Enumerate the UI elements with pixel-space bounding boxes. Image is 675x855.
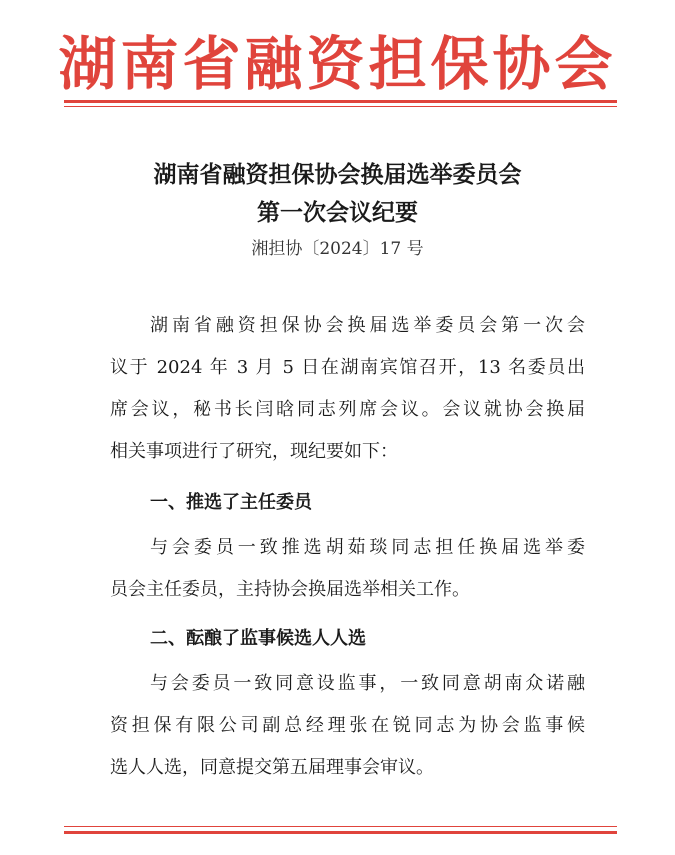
document-title-line-1: 湖南省融资担保协会换届选举委员会 — [153, 161, 522, 188]
org-letterhead-title: 湖南省融资担保协会 — [58, 30, 617, 98]
section-1-line-1: 与会委员一致推选胡茹琰同志担任换届选举委 — [150, 537, 585, 558]
footer-rule-thick — [64, 831, 617, 834]
intro-line-4: 相关事项进行了研究，现纪要如下： — [110, 441, 398, 462]
document-title-line-2: 第一次会议纪要 — [257, 199, 418, 226]
section-2-heading: 二、酝酿了监事候选人人选 — [150, 628, 366, 649]
intro-line-3: 席会议，秘书长闫晗同志列席会议。会议就协会换届 — [110, 399, 585, 420]
document-number: 湘担协〔2024〕17 号 — [251, 239, 424, 259]
section-2-line-3: 选人人选，同意提交第五届理事会审议。 — [110, 757, 434, 778]
footer-rule-thin — [64, 826, 617, 827]
section-2-line-2: 资担保有限公司副总经理张在锐同志为协会监事候 — [110, 715, 585, 736]
section-2-line-1: 与会委员一致同意设监事，一致同意胡南众诺融 — [150, 673, 585, 694]
intro-line-2: 议于 2024 年 3 月 5 日在湖南宾馆召开，13 名委员出 — [110, 357, 585, 378]
intro-line-1: 湖南省融资担保协会换届选举委员会第一次会 — [150, 315, 585, 336]
section-1-line-2: 员会主任委员，主持协会换届选举相关工作。 — [110, 579, 470, 600]
section-1-heading: 一、推选了主任委员 — [150, 492, 312, 513]
letterhead-rule-thin — [64, 106, 617, 107]
letterhead-rule-thick — [64, 100, 617, 103]
